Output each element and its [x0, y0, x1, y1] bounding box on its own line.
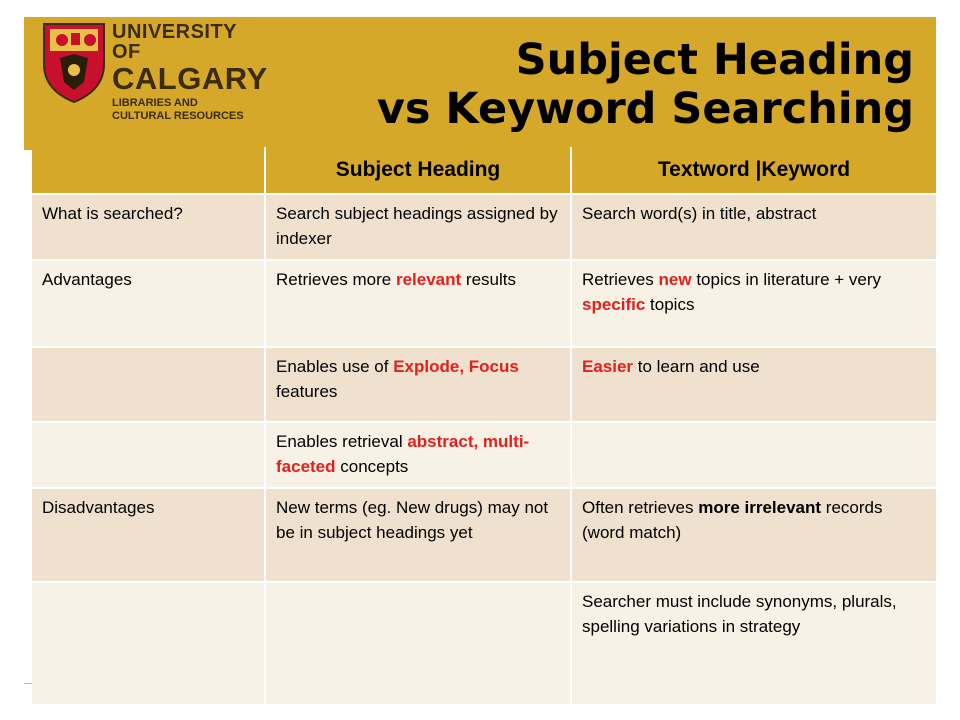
cell-text: Search word(s) in title, abstract — [582, 204, 817, 223]
keyword-cell — [571, 260, 936, 347]
cell-text: topics — [645, 295, 695, 314]
title-line-1: Subject Heading — [515, 35, 914, 85]
cell-text: Enables use of — [276, 357, 394, 376]
header-empty — [32, 147, 265, 194]
subject-heading-cell — [265, 347, 571, 422]
emphasis-text: specific — [582, 295, 646, 314]
subject-heading-cell — [265, 488, 571, 582]
cell-text: concepts — [335, 457, 409, 476]
cell-text: Retrieves — [582, 270, 659, 289]
header-textword-keyword: Textword |Keyword — [571, 147, 936, 194]
subject-heading-cell — [265, 422, 571, 488]
page-title — [377, 36, 914, 134]
cell-text: New terms (eg. New drugs) may not be in subject headings yet — [276, 498, 549, 542]
logo-university-of: UNIVERSITY OF — [112, 21, 237, 63]
cell-text: Search subject headings assigned by indexer — [276, 204, 558, 248]
cell-text: features — [276, 382, 338, 401]
logo-cultural-resources: CULTURAL RESOURCES — [112, 110, 244, 122]
cell-text: Retrieves more — [276, 270, 396, 289]
cell-text: topics in literature + very — [691, 270, 882, 289]
emphasis-text: abstract, multi-faceted — [276, 432, 530, 476]
keyword-cell — [571, 488, 936, 582]
cell-text: Often retrieves — [582, 498, 699, 517]
table-header-row — [32, 147, 936, 194]
subject-heading-cell — [265, 582, 571, 704]
crest-icon — [38, 20, 110, 104]
row-label-cell: What is searched? — [32, 194, 265, 260]
cell-text: Enables retrieval — [276, 432, 408, 451]
table-row — [32, 582, 936, 704]
row-label-cell — [32, 422, 265, 488]
logo-libraries: LIBRARIES AND — [112, 97, 198, 109]
subject-heading-cell — [265, 260, 571, 347]
row-label-cell: Disadvantages — [32, 488, 265, 582]
emphasis-text: Explode, Focus — [393, 357, 519, 376]
header-subject-heading: Subject Heading — [265, 147, 571, 194]
emphasis-text: relevant — [395, 270, 462, 289]
cell-text: Searcher must include synonyms, plurals, spelling variations in strategy — [582, 592, 897, 636]
subject-heading-cell — [265, 194, 571, 260]
row-label-cell: Advantages — [32, 260, 265, 347]
table-row — [32, 194, 936, 260]
table-row — [32, 347, 936, 422]
table-row — [32, 422, 936, 488]
keyword-cell — [571, 582, 936, 704]
cell-text: records (word match) — [582, 498, 883, 542]
emphasis-text: Easier — [582, 357, 634, 376]
cell-text: to learn and use — [633, 357, 760, 376]
keyword-cell — [571, 194, 936, 260]
keyword-cell — [571, 347, 936, 422]
keyword-cell — [571, 422, 936, 488]
table-row — [32, 488, 936, 582]
logo-calgary: CALGARY — [112, 61, 268, 96]
table-row — [32, 260, 936, 347]
row-label-cell — [32, 347, 265, 422]
emphasis-text: new — [658, 270, 692, 289]
emphasis-text: more irrelevant — [698, 498, 822, 517]
comparison-table — [32, 147, 936, 704]
row-label-cell — [32, 582, 265, 704]
title-line-2: vs Keyword Searching — [376, 84, 914, 134]
cell-text: results — [461, 270, 516, 289]
university-logo — [38, 20, 268, 122]
